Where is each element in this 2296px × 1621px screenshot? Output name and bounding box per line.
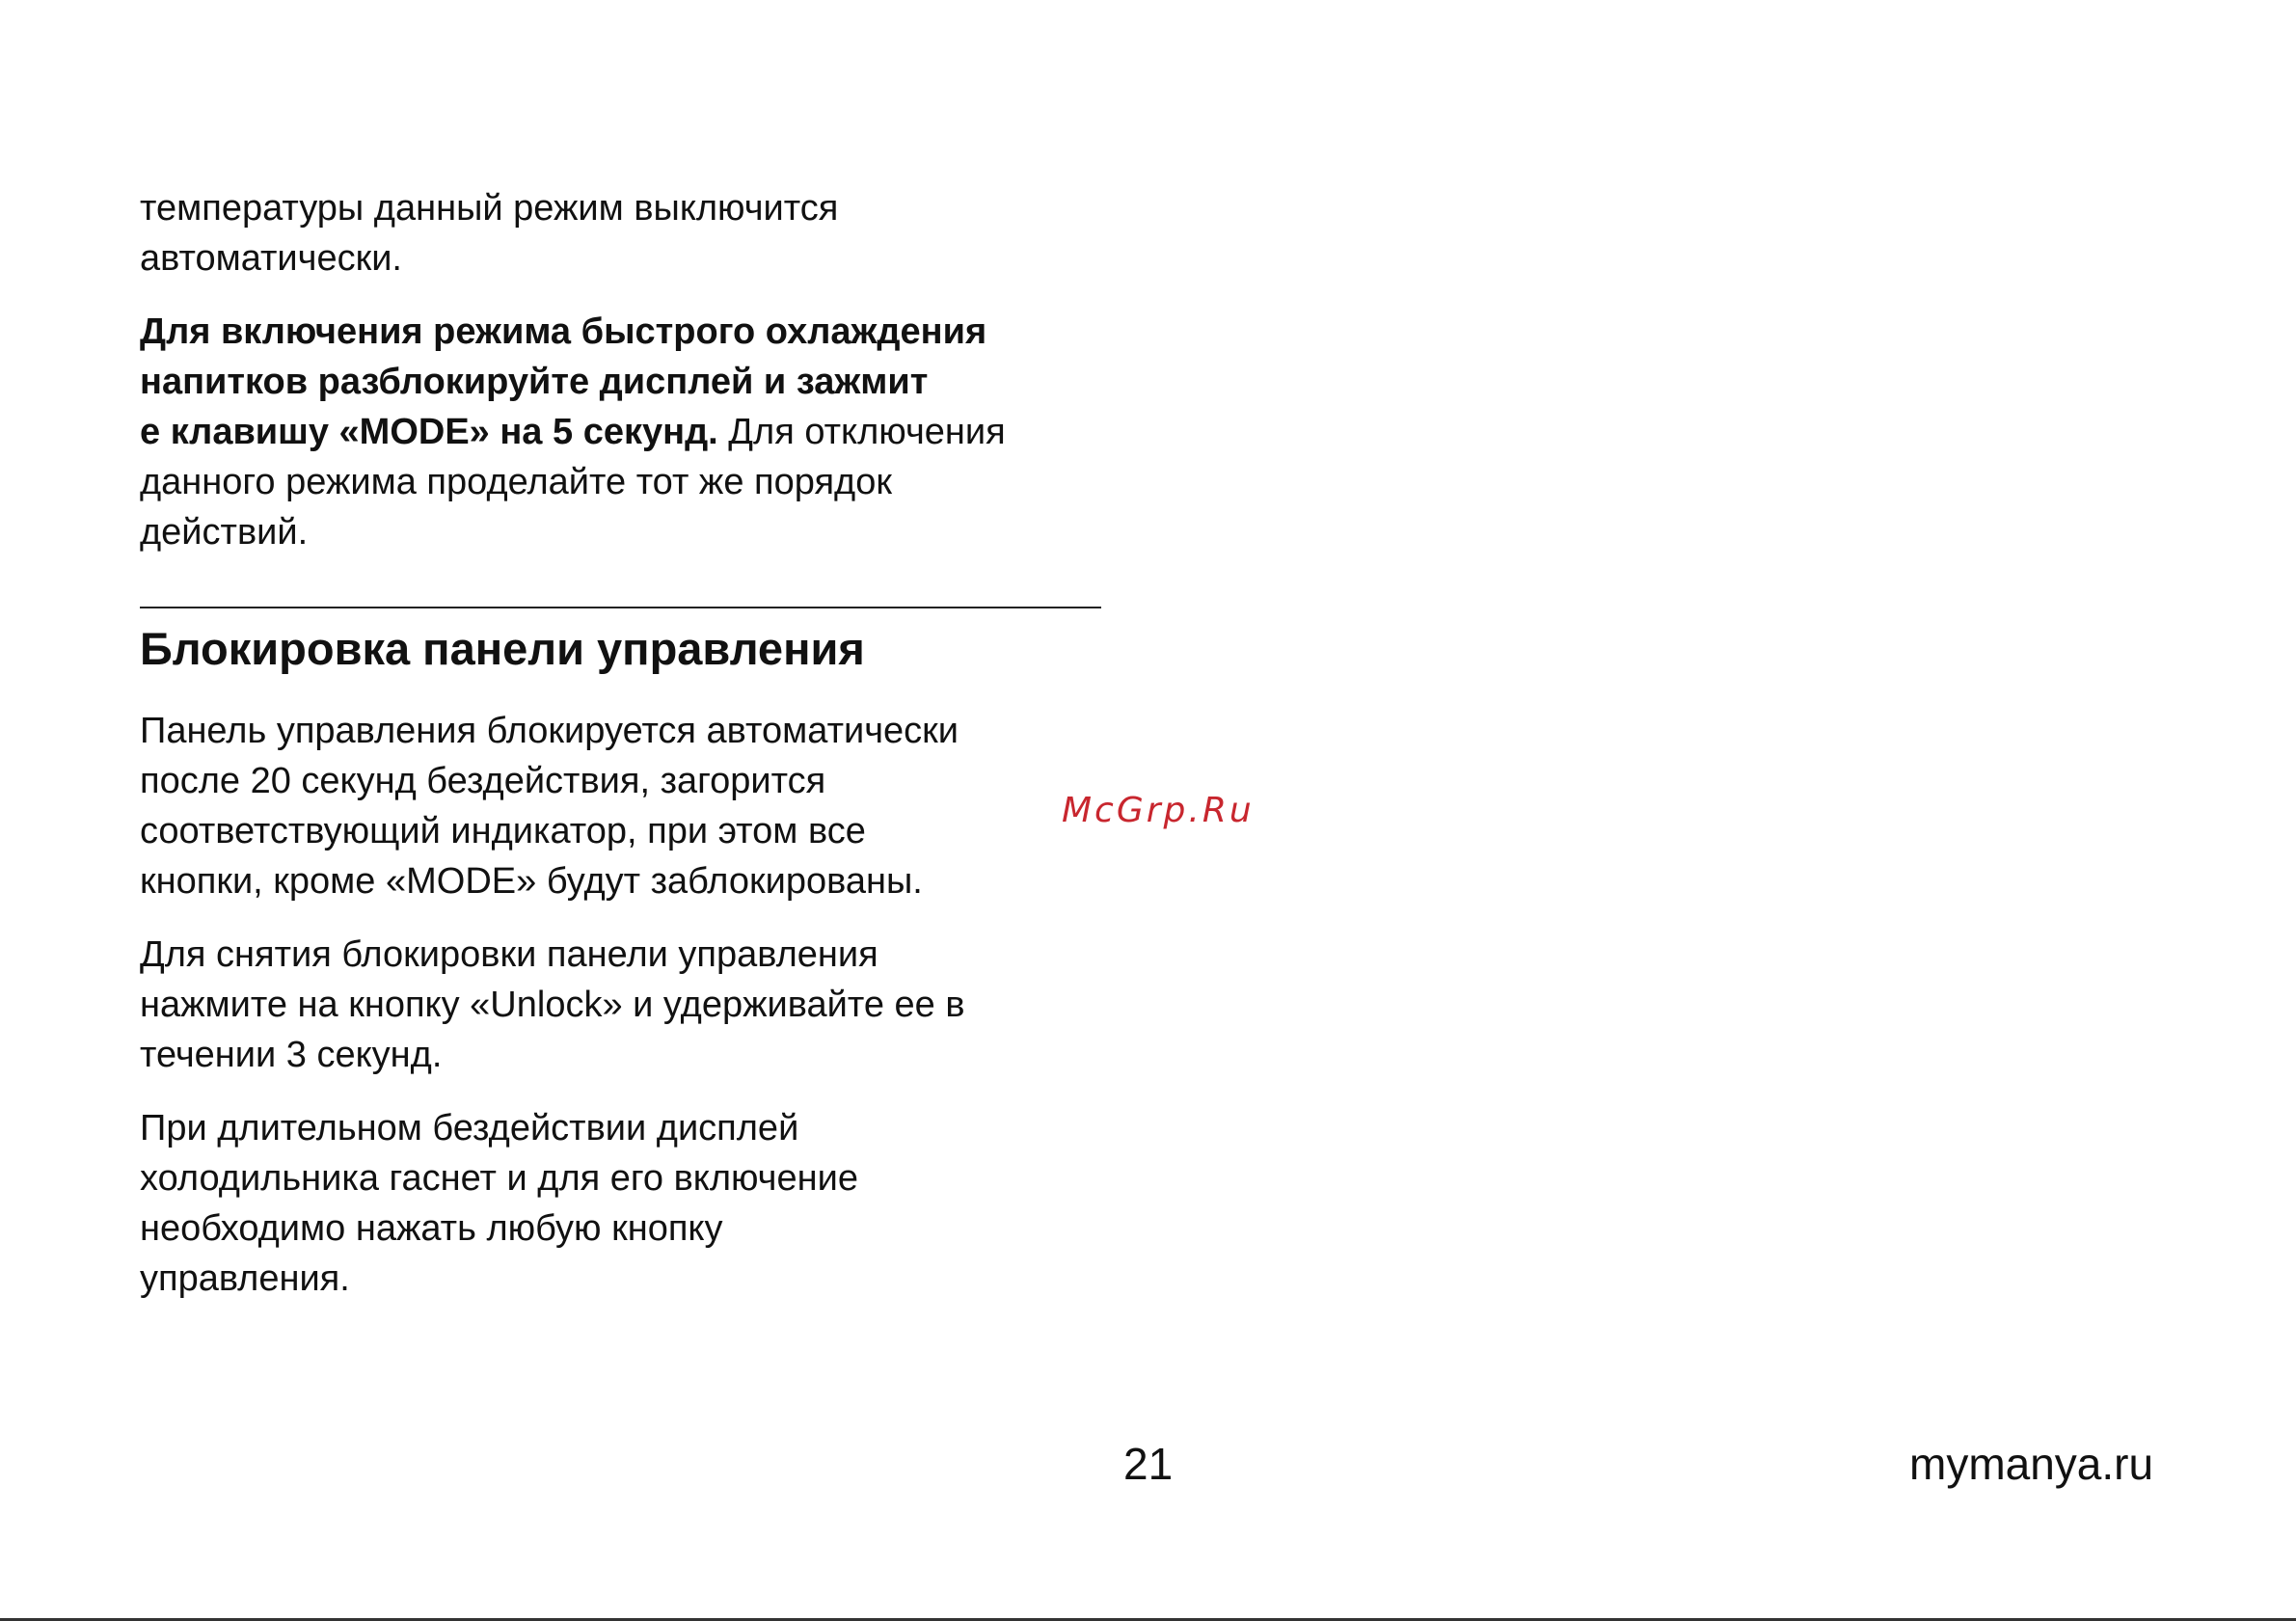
page-number: 21 bbox=[1123, 1439, 1174, 1489]
display-off-paragraph: При длительном бездействии дисплей холодильника гаснет и для его включение необходимо нажать любую кнопку управления. bbox=[140, 1108, 858, 1299]
watermark: McGrp.Ru bbox=[1062, 791, 1255, 830]
intro-paragraph: температуры данный режим выключится автоматически. bbox=[140, 188, 839, 279]
section-body bbox=[140, 706, 1104, 1327]
section-title: Блокировка панели управления bbox=[140, 623, 865, 674]
fast-cooling-instruction: Для включения режима быстрого охлаждения напитков разблокируйте дисплей и зажмит е клавишу «MODE» на 5 секунд. bbox=[140, 311, 987, 452]
fast-cooling-paragraph bbox=[140, 307, 1104, 557]
section-divider bbox=[140, 607, 1101, 608]
fast-cooling-disable-note: Для отключения данного режима проделайте тот же порядок действий. bbox=[140, 412, 1006, 553]
unlock-paragraph: Для снятия блокировки панели управления нажмите на кнопку «Unlock» и удерживайте ее в течении 3 секунд. bbox=[140, 934, 965, 1075]
auto-lock-paragraph: Панель управления блокируется автоматически после 20 секунд бездействия, загорится соответствующий индикатор, при этом все кнопки, кроме «MODE» будут заблокированы. bbox=[140, 711, 959, 902]
top-text-column bbox=[140, 183, 1104, 581]
footer-site: mymanya.ru bbox=[1909, 1439, 2154, 1489]
